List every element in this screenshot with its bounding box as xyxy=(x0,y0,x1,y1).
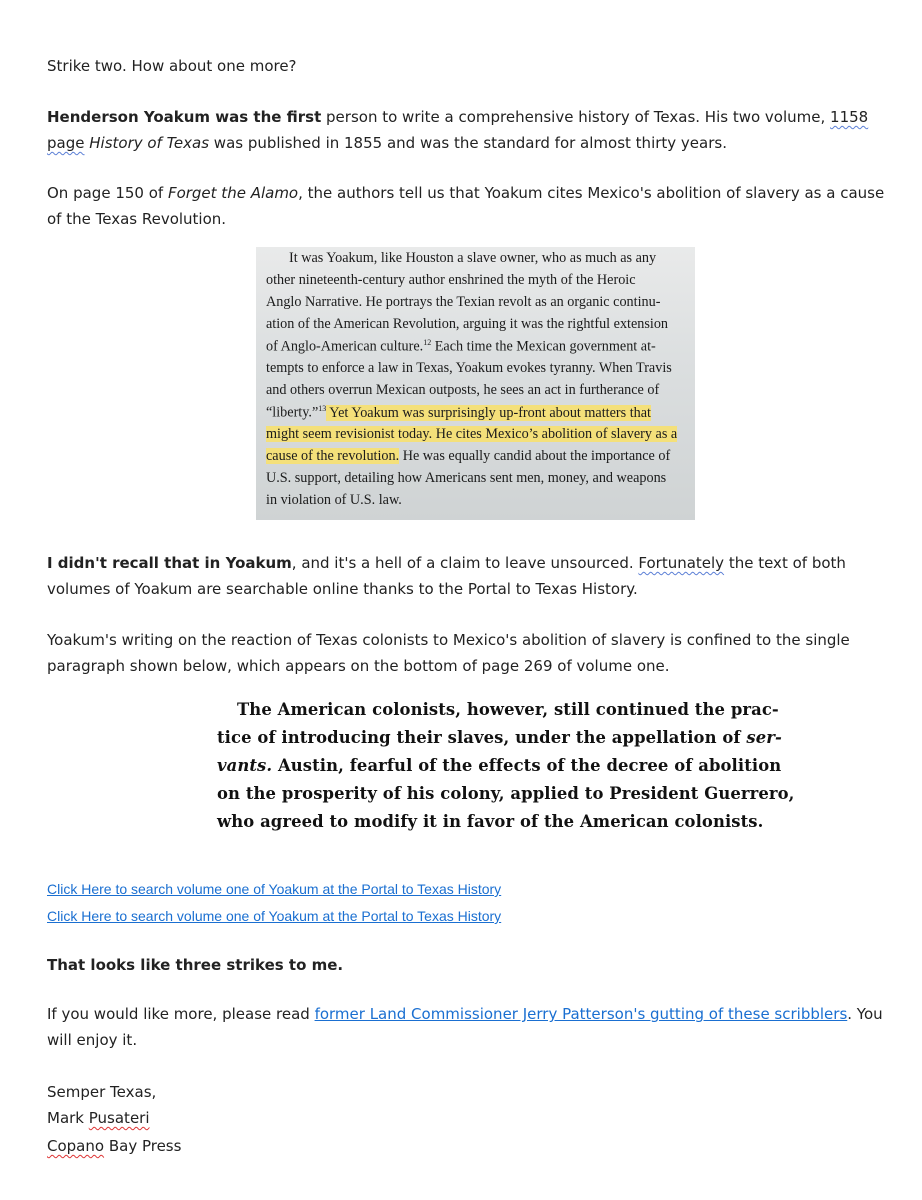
patterson-article-link[interactable]: former Land Commissioner Jerry Patterson's gutting of these scribblers xyxy=(314,1005,848,1023)
scan-line-1: It was Yoakum, like Houston a slave owner, who as much as any xyxy=(289,250,657,266)
yoakum-intro-text-1: person to write a comprehensive history of Texas. His two volume, xyxy=(321,108,831,126)
old-line-2-italic: ser- xyxy=(746,728,782,747)
scan-line-11: U.S. support, detailing how Americans sent men, money, and weapons xyxy=(266,470,667,486)
recall-bold: I didn't recall that in Yoakum xyxy=(47,554,292,572)
yoakum-intro-text-3: was published in 1855 and was the standard for almost thirty years. xyxy=(209,134,727,152)
highlight-line-1: Yet Yoakum was surprisingly up-front about matters that xyxy=(326,404,651,421)
footnote-13: 13 xyxy=(318,404,327,413)
scan-line-7: and others overrun Mexican outposts, he sees an act in furtherance of xyxy=(266,382,660,398)
signoff-line-2 xyxy=(47,1105,887,1131)
more-reading-paragraph xyxy=(47,1001,887,1053)
scan-line-5b: Each time the Mexican government at- xyxy=(431,338,656,355)
more-reading-text-2: . You will enjoy it. xyxy=(47,1005,883,1049)
forget-alamo-text-2: , the authors tell us that Yoakum cites Mexico's abolition of slavery as a cause of the Texas Revolution. xyxy=(47,184,885,228)
old-line-2 xyxy=(217,728,782,747)
scan-line-10b: He was equally candid about the importance of xyxy=(399,448,671,464)
forget-alamo-text-1: On page 150 of xyxy=(47,184,168,202)
reaction-paragraph: Yoakum's writing on the reaction of Texas colonists to Mexico's abolition of slavery is confined to the single paragraph shown below, which appears on the bottom of page 269 of volume one. xyxy=(47,631,850,675)
old-line-3b: Austin, fearful of the effects of the decree of abolition xyxy=(272,756,782,775)
recall-paragraph xyxy=(47,550,887,602)
scan-line-8a: “liberty.” xyxy=(266,404,319,421)
fortunately-text: Fortunately xyxy=(638,554,725,572)
scan-line-8 xyxy=(266,404,651,422)
old-line-3 xyxy=(217,756,781,775)
search-volume-two-link[interactable]: Click Here to search volume one of Yoakum at the Portal to Texas History xyxy=(47,908,502,924)
publisher-name-part-1: Copano xyxy=(47,1137,105,1155)
scan-line-9 xyxy=(266,426,677,443)
footnote-12: 12 xyxy=(423,338,432,347)
old-line-3-italic: vants. xyxy=(217,756,273,775)
book-excerpt-image xyxy=(256,247,695,520)
three-strikes-paragraph: That looks like three strikes to me. xyxy=(47,956,344,974)
signoff-first-name: Mark xyxy=(47,1109,89,1127)
forget-alamo-paragraph xyxy=(47,180,887,232)
publisher-name-part-2: Bay Press xyxy=(104,1137,182,1155)
forget-alamo-title: Forget the Alamo xyxy=(167,184,299,202)
scan-line-4: ation of the American Revolution, arguing it was the rightful extension xyxy=(266,316,669,332)
more-reading-text-1: If you would like more, please read xyxy=(47,1005,315,1023)
yoakum-page-excerpt-image xyxy=(207,696,795,846)
scan-line-3: Anglo Narrative. He portrays the Texian revolt as an organic continu- xyxy=(266,294,661,310)
highlight-line-2: might seem revisionist today. He cites Mexico’s abolition of slavery as a xyxy=(266,426,678,442)
old-line-2a: tice of introducing their slaves, under the appellation of xyxy=(217,728,747,747)
signoff-line-1: Semper Texas, xyxy=(47,1083,157,1101)
signoff-line-3 xyxy=(47,1133,887,1159)
scan-line-6: tempts to enforce a law in Texas, Yoakum evokes tyranny. When Travis xyxy=(266,360,672,376)
scan-line-2: other nineteenth-century author enshrined the myth of the Heroic xyxy=(266,272,636,288)
scan-line-10 xyxy=(266,448,670,465)
scan-line-5 xyxy=(266,338,656,356)
yoakum-intro-paragraph xyxy=(47,104,887,156)
recall-text-2: the text of both volumes of Yoakum are searchable online thanks to the Portal to Texas History. xyxy=(47,554,846,598)
highlight-line-3: cause of the revolution. xyxy=(266,448,400,464)
history-of-texas-title: History of Texas xyxy=(89,134,210,152)
strike-two-paragraph: Strike two. How about one more? xyxy=(47,57,297,75)
scan-line-12: in violation of U.S. law. xyxy=(266,492,402,508)
old-line-4: on the prosperity of his colony, applied to President Guerrero, xyxy=(217,784,795,803)
old-line-5: who agreed to modify it in favor of the American colonists. xyxy=(217,812,764,831)
search-volume-one-link[interactable]: Click Here to search volume one of Yoakum at the Portal to Texas History xyxy=(47,881,502,897)
scan-line-5a: of Anglo-American culture. xyxy=(266,338,424,355)
yoakum-intro-bold: Henderson Yoakum was the first xyxy=(47,108,322,126)
page-count-text: 1158 page xyxy=(47,108,869,152)
signoff-last-name: Pusateri xyxy=(88,1109,150,1127)
recall-text-1: , and it's a hell of a claim to leave unsourced. xyxy=(291,554,639,572)
old-line-1: The American colonists, however, still continued the prac- xyxy=(237,700,779,719)
